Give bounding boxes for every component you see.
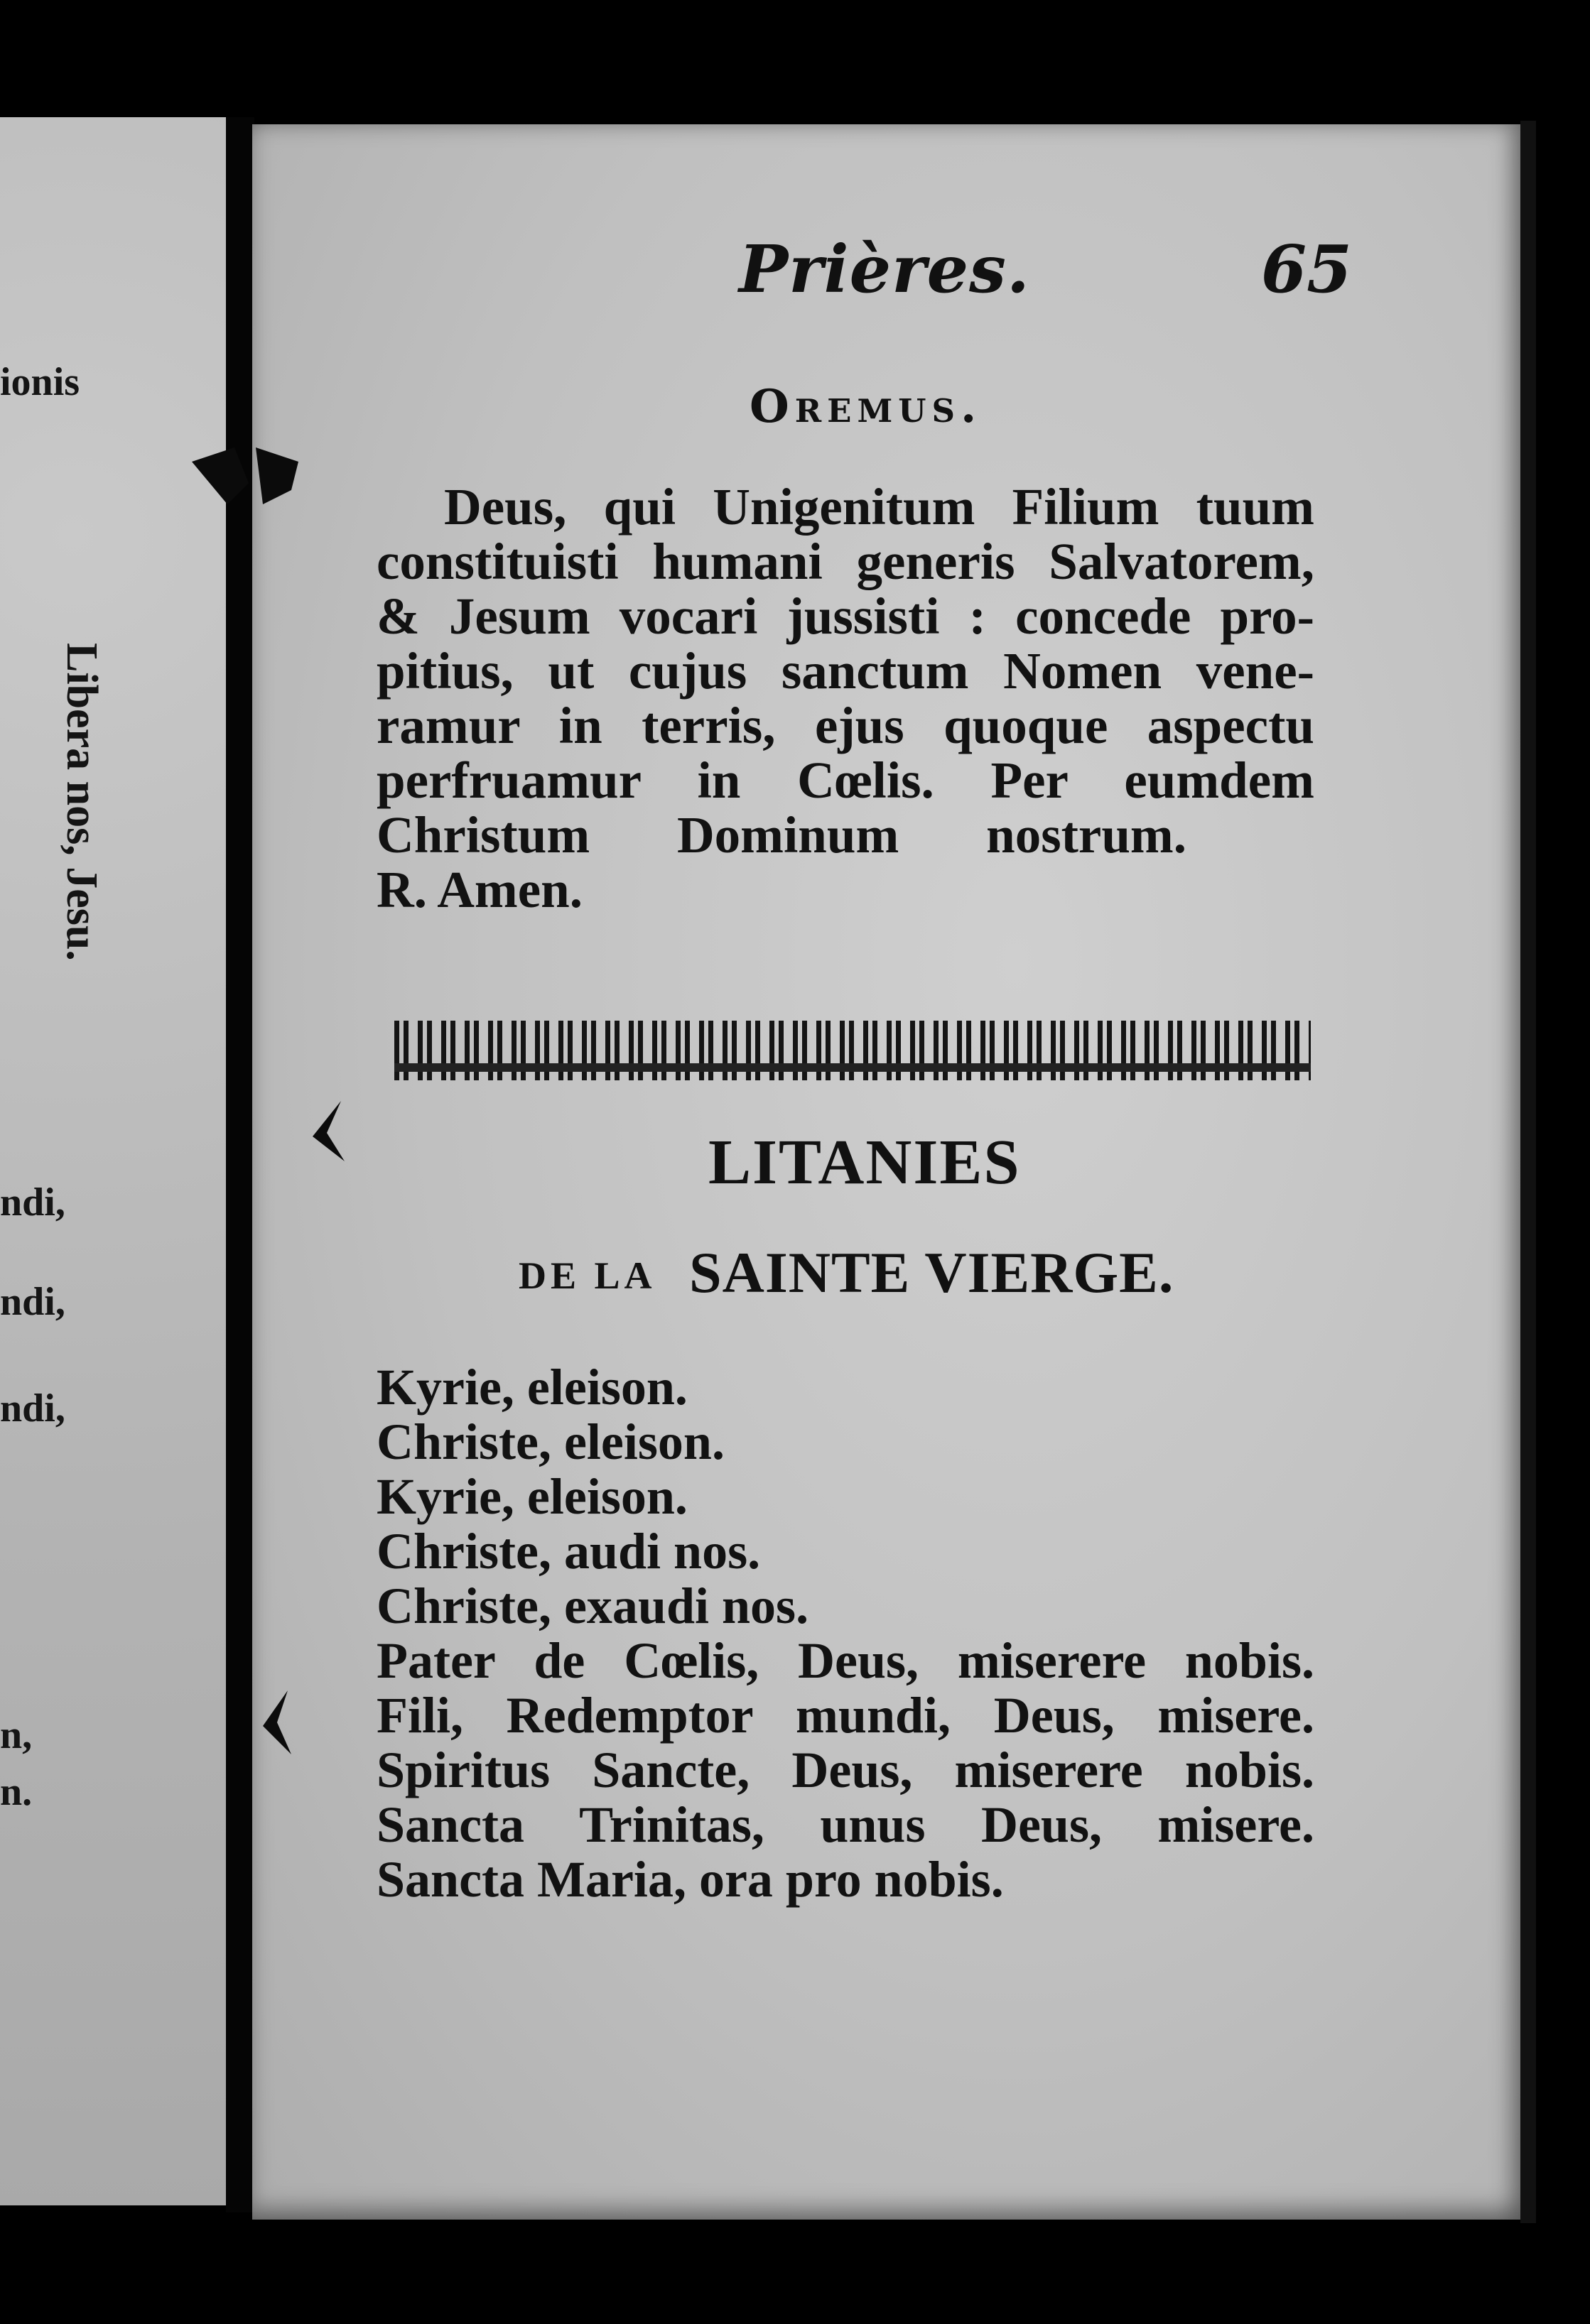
litany-line: Fili, Redemptor mundi, Deus, misere. xyxy=(377,1687,1314,1744)
litany-title: LITANIES xyxy=(708,1127,1021,1198)
divider-rule xyxy=(394,1063,1311,1072)
binding-stitch-icon xyxy=(185,419,327,526)
prayer-text xyxy=(377,479,1314,917)
prayer-line: perfruamur in Cœlis. Per eumdem xyxy=(377,751,1314,809)
left-fragment-3: ndi, xyxy=(0,1280,65,1324)
prayer-line: ramur in terris, ejus quoque aspectu xyxy=(377,697,1314,754)
litany-line: Christe, audi nos. xyxy=(377,1523,761,1580)
left-fragment-1: ionis xyxy=(0,360,80,404)
left-fragment-6: n. xyxy=(0,1770,33,1814)
litany-line: Christe, eleison. xyxy=(377,1413,725,1470)
prayer-line: R. Amen. xyxy=(377,861,583,918)
litany-line: Kyrie, eleison. xyxy=(377,1359,688,1416)
litany-text xyxy=(377,1360,1314,1907)
binding-stitch-icon xyxy=(234,1683,313,1761)
litany-line: Sancta Trinitas, unus Deus, misere. xyxy=(377,1796,1314,1853)
page-number: 65 xyxy=(1261,231,1353,308)
litany-line: Pater de Cœlis, Deus, miserere nobis. xyxy=(377,1632,1314,1689)
litany-subtitle: SAINTE VIERGE. xyxy=(689,1240,1174,1305)
prayer-line: & Jesum vocari jussisti : concede pro- xyxy=(377,587,1314,645)
book-page xyxy=(252,124,1524,2220)
left-fragment-2: ndi, xyxy=(0,1180,65,1225)
section-heading: Oremus. xyxy=(750,380,983,433)
binding-stitch-icon xyxy=(284,1094,355,1172)
litany-line: Kyrie, eleison. xyxy=(377,1468,688,1525)
litany-line: Spiritus Sancte, Deus, miserere nobis. xyxy=(377,1742,1314,1798)
prayer-line: pitius, ut cujus sanctum Nomen vene- xyxy=(377,642,1314,700)
prayer-line: Deus, qui Unigenitum Filium tuum xyxy=(444,478,1314,536)
left-fragment-4: ndi, xyxy=(0,1386,65,1430)
prayer-line: constituisti humani generis Salvatorem, xyxy=(377,533,1314,590)
page-edge-shadow xyxy=(1520,121,1536,2223)
litany-line: Sancta Maria, ora pro nobis. xyxy=(377,1851,1004,1908)
left-fragment-5: n, xyxy=(0,1713,33,1757)
running-head: Prières. xyxy=(739,231,1030,308)
prayer-line: Christum Dominum nostrum. xyxy=(377,806,1186,864)
left-vertical-response: Libera nos, Jesu. xyxy=(58,643,106,961)
litany-line: Christe, exaudi nos. xyxy=(377,1578,809,1634)
litany-subtitle-prefix: DE LA xyxy=(519,1254,656,1297)
